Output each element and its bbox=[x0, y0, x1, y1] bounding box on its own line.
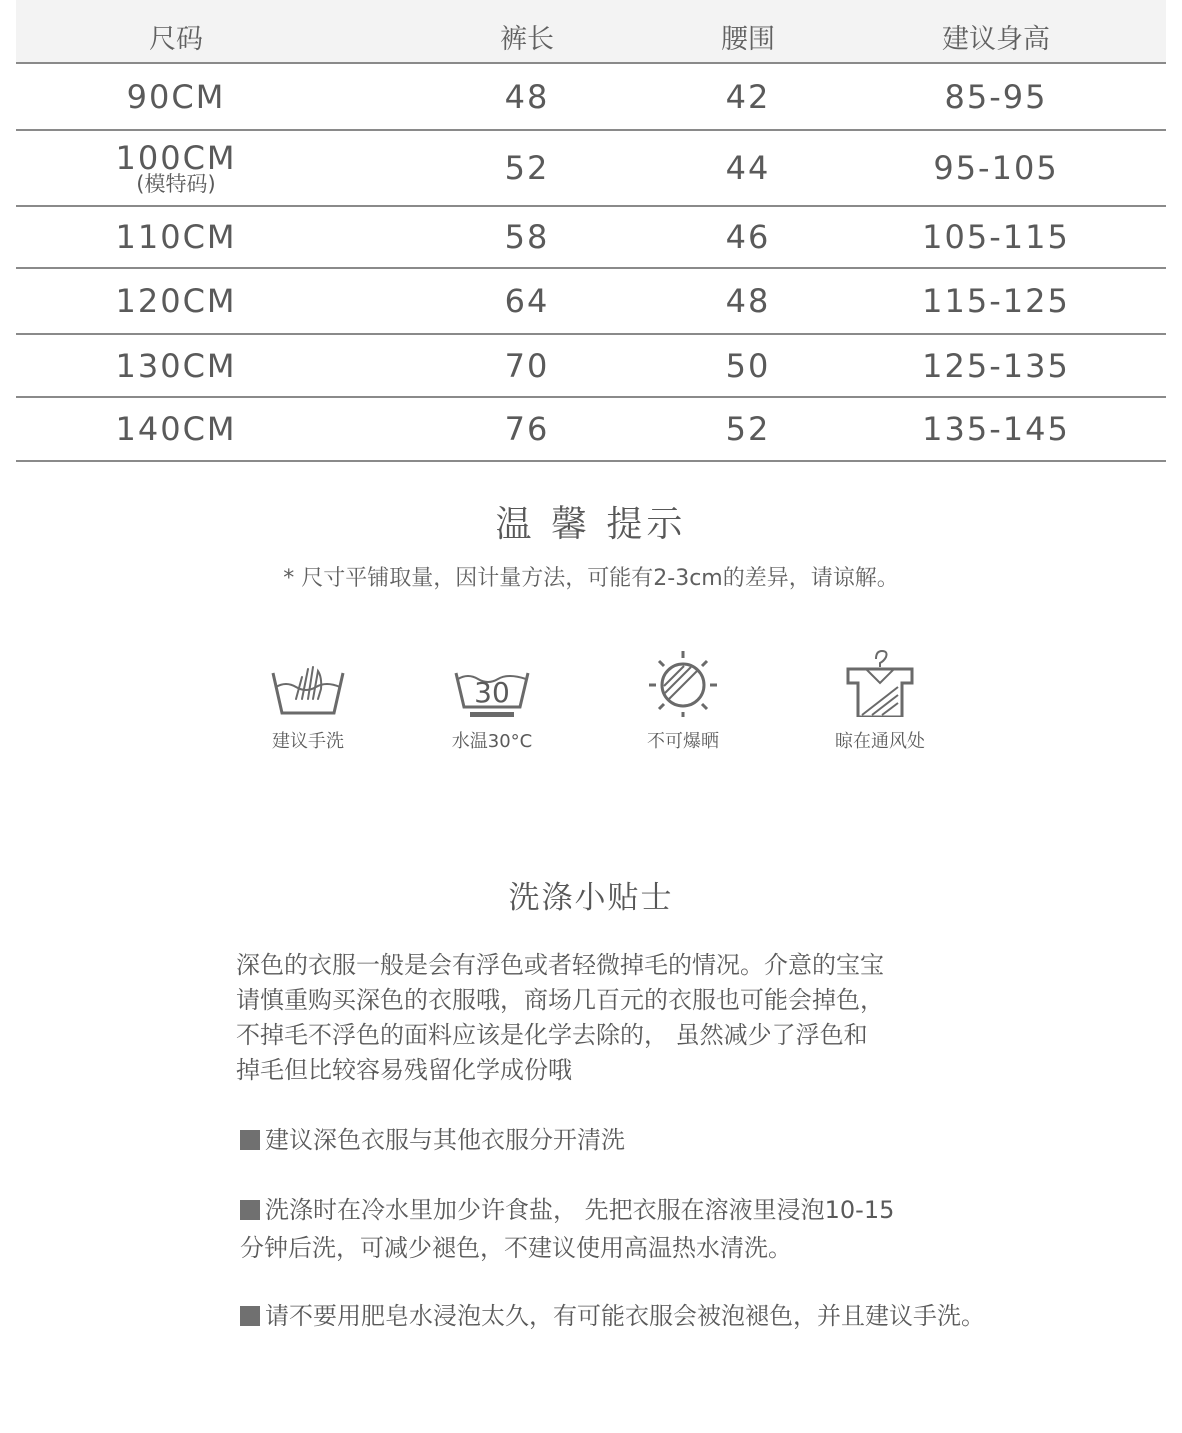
height-cell: 105-115 bbox=[922, 218, 1070, 256]
size-cell: 110CM bbox=[115, 218, 237, 256]
wash-30-icon bbox=[452, 655, 532, 717]
length-cell: 48 bbox=[504, 77, 550, 116]
table-row bbox=[16, 335, 1166, 398]
tip-item bbox=[240, 1121, 625, 1159]
tips-title: 温 馨 提示 bbox=[495, 504, 687, 545]
waist-cell: 50 bbox=[725, 346, 771, 385]
care-wash-30 bbox=[412, 655, 572, 753]
tip-text: 建议深色衣服与其他衣服分开清洗 bbox=[265, 1126, 625, 1154]
care-label: 建议手洗 bbox=[272, 731, 344, 752]
height-cell: 125-135 bbox=[922, 346, 1070, 385]
square-bullet-icon bbox=[240, 1200, 260, 1220]
care-shade-dry bbox=[800, 655, 960, 753]
length-cell: 58 bbox=[504, 218, 550, 256]
size-value: 100CM bbox=[115, 139, 237, 177]
header-length: 裤长 bbox=[500, 23, 554, 55]
square-bullet-icon bbox=[240, 1306, 260, 1326]
care-hand-wash bbox=[228, 655, 388, 753]
size-cell: 130CM bbox=[115, 346, 237, 385]
tip-item bbox=[240, 1297, 985, 1335]
paragraph-line: 不掉毛不浮色的面料应该是化学去除的， 虽然减少了浮色和 bbox=[236, 1021, 868, 1049]
measurement-note: * 尺寸平铺取量，因计量方法，可能有2-3cm的差异，请谅解。 bbox=[283, 566, 899, 591]
length-cell: 64 bbox=[504, 282, 550, 320]
waist-cell: 42 bbox=[725, 77, 771, 116]
size-cell bbox=[115, 131, 236, 205]
table-row bbox=[16, 398, 1166, 462]
paragraph-line: 掉毛但比较容易残留化学成份哦 bbox=[236, 1056, 572, 1084]
table-row bbox=[16, 269, 1166, 335]
table-row bbox=[16, 64, 1166, 131]
square-bullet-icon bbox=[240, 1130, 260, 1150]
length-cell: 70 bbox=[504, 346, 550, 385]
height-cell: 85-95 bbox=[944, 77, 1048, 116]
care-label: 晾在通风处 bbox=[835, 731, 925, 752]
length-cell: 76 bbox=[504, 410, 550, 448]
paragraph-line: 请慎重购买深色的衣服哦，商场几百元的衣服也可能会掉色， bbox=[236, 986, 884, 1014]
header-size: 尺码 bbox=[149, 23, 203, 55]
table-row bbox=[16, 207, 1166, 269]
size-cell: 140CM bbox=[115, 410, 237, 448]
no-sun-dry-icon bbox=[643, 647, 723, 717]
tip-text: 分钟后洗，可减少褪色，不建议使用高温热水清洗。 bbox=[240, 1234, 792, 1262]
paragraph-line: 深色的衣服一般是会有浮色或者轻微掉毛的情况。介意的宝宝 bbox=[236, 951, 884, 979]
care-label: 不可爆晒 bbox=[647, 731, 719, 752]
washing-paragraph bbox=[236, 948, 996, 1088]
tip-text: 洗涤时在冷水里加少许食盐， 先把衣服在溶液里浸泡10-15 bbox=[265, 1196, 895, 1224]
washing-tips-title: 洗涤小贴士 bbox=[508, 880, 674, 916]
size-cell: 90CM bbox=[126, 77, 226, 116]
model-size-note: (模特码) bbox=[136, 172, 216, 196]
header-waist: 腰围 bbox=[721, 23, 775, 55]
size-cell: 120CM bbox=[115, 282, 237, 320]
length-cell: 52 bbox=[504, 149, 550, 187]
hand-wash-icon bbox=[268, 655, 348, 717]
care-label: 水温30°C bbox=[451, 731, 533, 752]
waist-cell: 48 bbox=[725, 282, 771, 320]
table-row bbox=[16, 131, 1166, 207]
height-cell: 115-125 bbox=[922, 282, 1070, 320]
table-header bbox=[16, 0, 1166, 64]
tip-item bbox=[240, 1191, 894, 1267]
height-cell: 135-145 bbox=[922, 410, 1070, 448]
care-no-sun bbox=[603, 655, 763, 753]
wash-temp-number: 30 bbox=[474, 676, 510, 709]
height-cell: 95-105 bbox=[933, 149, 1059, 187]
hang-dry-shade-icon bbox=[840, 647, 920, 717]
size-table bbox=[16, 0, 1166, 462]
waist-cell: 46 bbox=[725, 218, 771, 256]
tip-text: 请不要用肥皂水浸泡太久，有可能衣服会被泡褪色，并且建议手洗。 bbox=[265, 1302, 985, 1330]
waist-cell: 52 bbox=[725, 410, 771, 448]
header-height: 建议身高 bbox=[942, 23, 1050, 55]
waist-cell: 44 bbox=[725, 149, 771, 187]
